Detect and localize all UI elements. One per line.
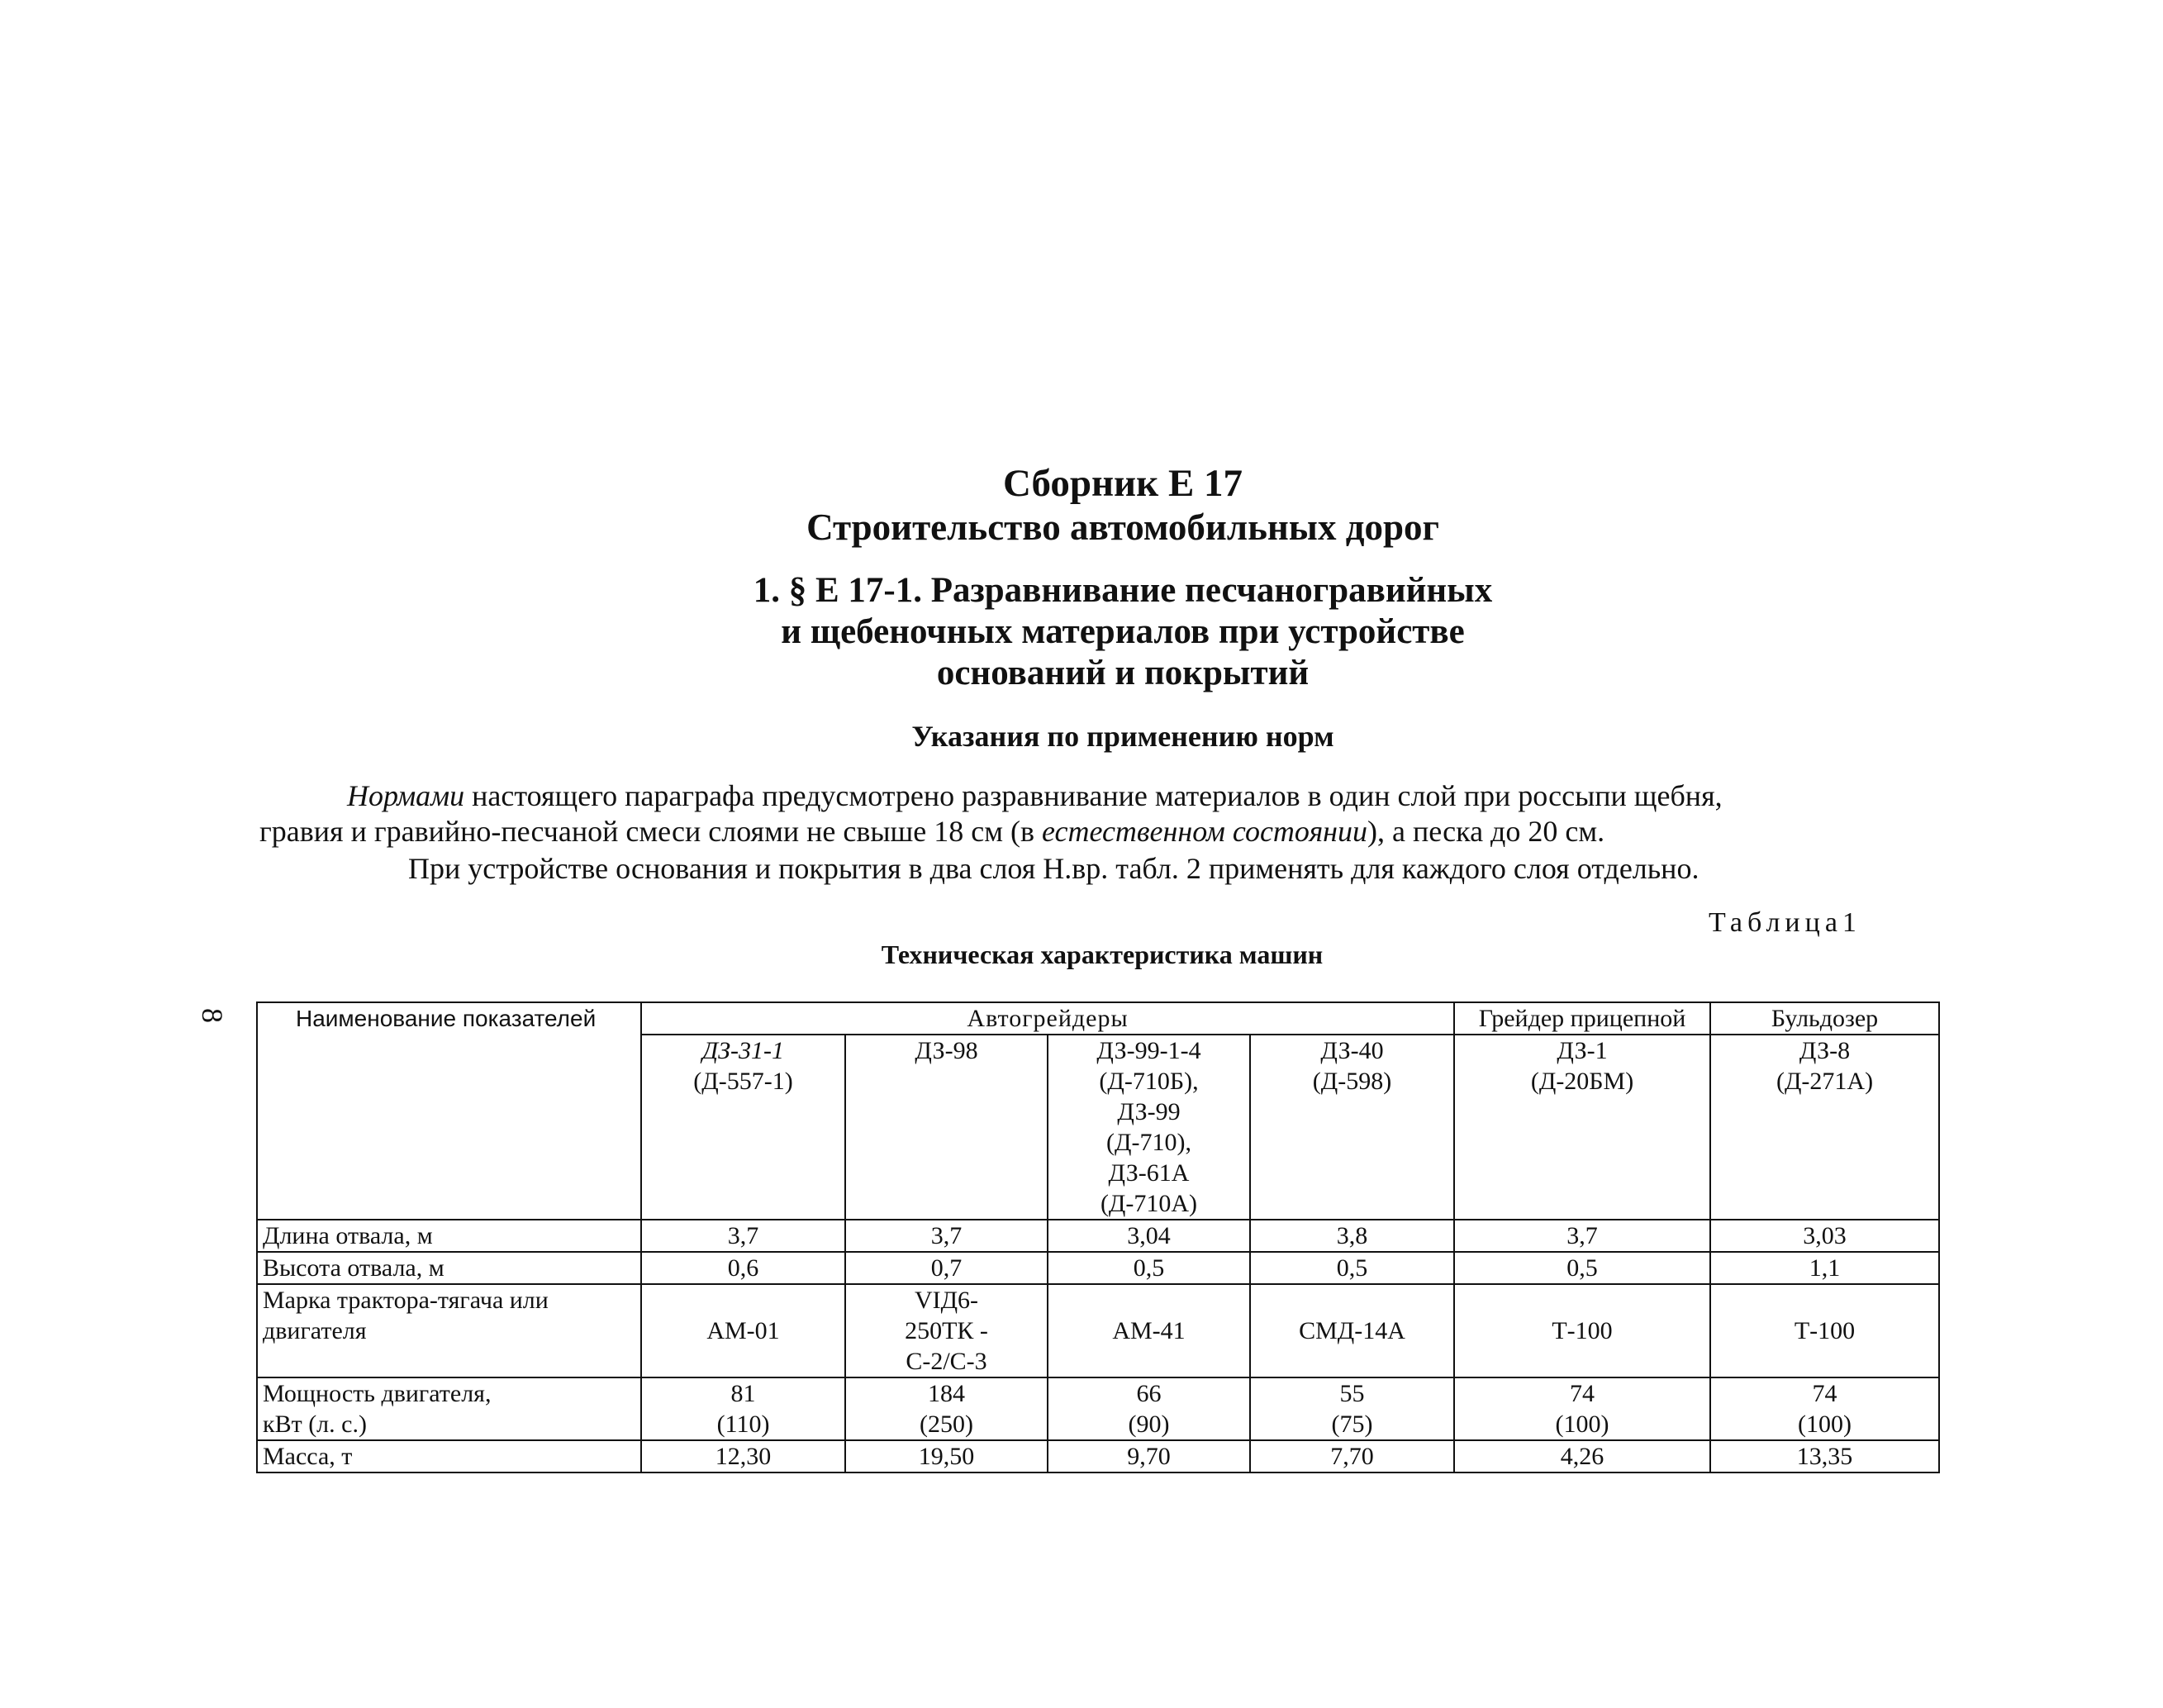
table-cell: 0,5 <box>1454 1252 1710 1284</box>
cell-line: 81 <box>730 1380 756 1407</box>
header-group-autograders: Автогрейдеры <box>641 1002 1454 1035</box>
paragraph-line-2 <box>259 814 1604 849</box>
table-row <box>257 1377 1939 1440</box>
model-cell-6 <box>1710 1035 1939 1220</box>
model-line: ДЗ-99 <box>1117 1098 1181 1125</box>
table-header-row-groups <box>257 1002 1939 1035</box>
cell-line: (250) <box>920 1411 973 1438</box>
cell-line: (75) <box>1331 1411 1373 1438</box>
section-heading-line-1: 1. § Е 17-1. Разравнивание песчаногравийных <box>753 571 1493 610</box>
section-heading-line-3: оснований и покрытий <box>936 654 1310 692</box>
table-cell: 1,1 <box>1710 1252 1939 1284</box>
model-line: (Д-271А) <box>1776 1068 1874 1095</box>
label-line: кВт (л. с.) <box>263 1411 367 1438</box>
row-label-engine-power <box>257 1377 641 1440</box>
model-line: ДЗ-99-1-4 <box>1096 1037 1201 1064</box>
table-cell: 0,6 <box>641 1252 845 1284</box>
table-cell: 3,8 <box>1250 1220 1454 1252</box>
paragraph-line-3: При устройстве основания и покрытия в два слоя Н.вр. табл. 2 применять для каждого слоя отдельно. <box>408 852 1700 885</box>
table-cell: 13,35 <box>1710 1440 1939 1472</box>
table-cell <box>641 1377 845 1440</box>
table-cell: 9,70 <box>1048 1440 1250 1472</box>
table-cell: 3,7 <box>1454 1220 1710 1252</box>
cell-line: 184 <box>928 1380 965 1407</box>
model-cell-5 <box>1454 1035 1710 1220</box>
model-line: ДЗ-8 <box>1799 1037 1851 1064</box>
model-line: (Д-557-1) <box>693 1068 793 1095</box>
instructions-heading: Указания по применению норм <box>911 720 1334 753</box>
model-line: (Д-710), <box>1106 1129 1191 1156</box>
table-cell: 7,70 <box>1250 1440 1454 1472</box>
table-cell <box>1710 1377 1939 1440</box>
table-cell: 12,30 <box>641 1440 845 1472</box>
paragraph-line-2-start: гравия и гравийно-песчаной смеси слоями не свыше 18 см (в <box>259 815 1042 848</box>
table-cell <box>1454 1377 1710 1440</box>
model-cell-4 <box>1250 1035 1454 1220</box>
table-cell: 19,50 <box>845 1440 1048 1472</box>
cell-line: 74 <box>1570 1380 1595 1407</box>
cell-line: (100) <box>1798 1411 1852 1438</box>
table-cell: СМД-14А <box>1250 1284 1454 1377</box>
cell-line: 55 <box>1339 1380 1365 1407</box>
table-cell: 3,7 <box>845 1220 1048 1252</box>
table-cell: 3,7 <box>641 1220 845 1252</box>
model-line: ДЗ-40 <box>1320 1037 1384 1064</box>
model-line: ДЗ-31-1 <box>702 1037 784 1064</box>
model-line: ДЗ-1 <box>1557 1037 1608 1064</box>
collection-title: Сборник Е 17 <box>1002 462 1243 505</box>
paragraph-line-1 <box>347 778 1723 813</box>
label-line: Мощность двигателя, <box>263 1380 492 1407</box>
header-group-bulldozer: Бульдозер <box>1710 1002 1939 1035</box>
cell-line: С-2/С-3 <box>906 1348 987 1375</box>
row-label-tractor-brand <box>257 1284 641 1377</box>
table-row <box>257 1284 1939 1377</box>
table-cell <box>1048 1377 1250 1440</box>
model-line: ДЗ-61А <box>1108 1159 1190 1187</box>
cell-line: (100) <box>1555 1411 1609 1438</box>
paragraph-line-2-end: ), а песка до 20 см. <box>1367 815 1605 848</box>
collection-subtitle: Строительство автомобильных дорог <box>806 507 1439 548</box>
row-label-blade-length: Длина отвала, м <box>257 1220 641 1252</box>
table-cell <box>845 1377 1048 1440</box>
label-line: Марка трактора-тягача или <box>263 1287 549 1314</box>
table-cell <box>1250 1377 1454 1440</box>
model-cell-3 <box>1048 1035 1250 1220</box>
model-line: ДЗ-98 <box>915 1037 978 1064</box>
table-cell: Т-100 <box>1710 1284 1939 1377</box>
table-row <box>257 1440 1939 1472</box>
model-cell-1 <box>641 1035 845 1220</box>
paragraph-line-1-text: настоящего параграфа предусмотрено разравнивание материалов в один слой при россыпи щебня, <box>464 779 1723 812</box>
cell-line: (110) <box>716 1411 770 1438</box>
cell-line: 74 <box>1812 1380 1837 1407</box>
model-line: (Д-20БМ) <box>1530 1068 1634 1095</box>
cell-line: 250ТК - <box>905 1317 988 1344</box>
table-row <box>257 1252 1939 1284</box>
table-cell: 0,5 <box>1048 1252 1250 1284</box>
machine-specs-table <box>256 1001 1940 1473</box>
cell-line: 66 <box>1136 1380 1162 1407</box>
cell-line: VIД6- <box>914 1287 979 1314</box>
table-title: Техническая характеристика машин <box>881 940 1324 969</box>
section-heading-line-2: и щебеночных материалов при устройстве <box>781 612 1465 651</box>
table-cell: 0,7 <box>845 1252 1048 1284</box>
table-cell: 0,5 <box>1250 1252 1454 1284</box>
model-cell-2 <box>845 1035 1048 1220</box>
table-cell: 3,03 <box>1710 1220 1939 1252</box>
cell-line: (90) <box>1128 1411 1170 1438</box>
page-number: 8 <box>196 1008 229 1023</box>
table-caption: Таблица1 <box>1709 907 1861 938</box>
table-cell: 3,04 <box>1048 1220 1250 1252</box>
model-line: (Д-710А) <box>1100 1190 1198 1217</box>
header-indicator-name: Наименование показателей <box>257 1002 641 1220</box>
paragraph-italic-norms: Нормами <box>347 779 465 812</box>
table-cell: Т-100 <box>1454 1284 1710 1377</box>
label-line: двигателя <box>263 1317 367 1344</box>
header-group-trailer-grader: Грейдер прицепной <box>1454 1002 1710 1035</box>
table-cell: 4,26 <box>1454 1440 1710 1472</box>
paragraph-italic-state: естественном состоянии <box>1041 815 1368 848</box>
table-cell: АМ-01 <box>641 1284 845 1377</box>
model-line: (Д-710Б), <box>1099 1068 1199 1095</box>
row-label-mass: Масса, т <box>257 1440 641 1472</box>
model-line: (Д-598) <box>1312 1068 1392 1095</box>
table-row <box>257 1220 1939 1252</box>
table-cell: АМ-41 <box>1048 1284 1250 1377</box>
row-label-blade-height: Высота отвала, м <box>257 1252 641 1284</box>
table-cell <box>845 1284 1048 1377</box>
